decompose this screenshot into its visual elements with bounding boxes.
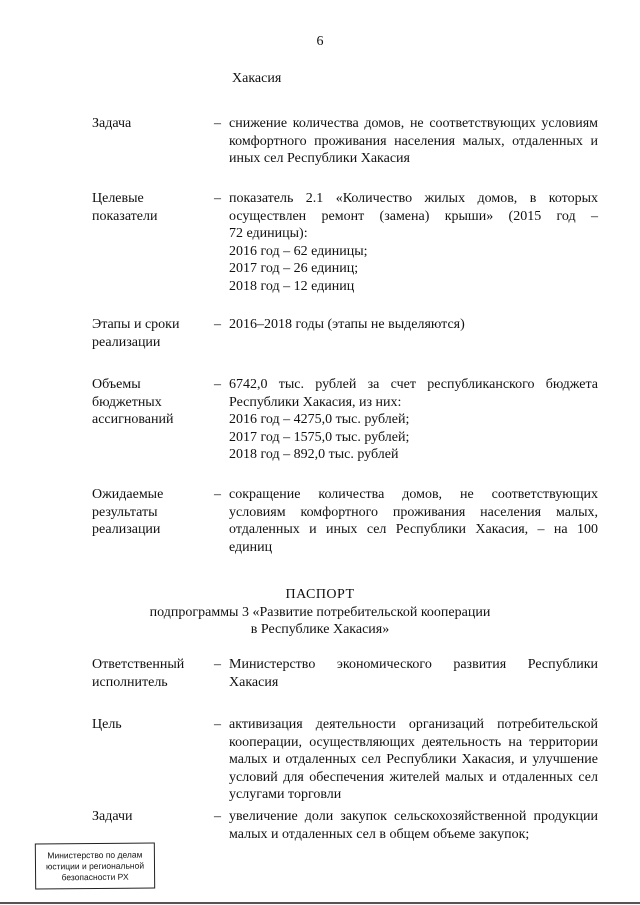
row-value-line: условиям комфортного проживания населения малых, — [229, 504, 598, 520]
stamp-line: безопасности РХ — [61, 871, 129, 883]
registration-stamp — [35, 842, 155, 889]
row-label-line: реализации — [92, 334, 161, 350]
row-label-line: ассигнований — [92, 412, 174, 427]
row-value-line: 2017 год – 1575,0 тыс. рублей; — [229, 429, 410, 445]
row-label-line: бюджетных — [92, 394, 162, 410]
dash-separator: – — [214, 809, 221, 824]
row-label-line: Ожидаемые — [92, 487, 164, 502]
row-value — [229, 190, 598, 295]
row-label-line: Задача — [92, 116, 132, 131]
dash-separator: – — [214, 657, 221, 672]
row-value-line: 6742,0 тыс. рублей за счет республиканского бюджета — [229, 377, 598, 392]
dash-separator: – — [214, 377, 221, 392]
passport-title: ПАСПОРТ — [285, 587, 355, 602]
row-value-line: 2018 год – 12 единиц — [229, 278, 355, 294]
row-value — [229, 808, 598, 843]
passport-subtitle-line2: в Республике Хакасия» — [250, 622, 390, 637]
row-value-line: Хакасия — [229, 674, 279, 690]
row-label-line: исполнитель — [92, 674, 168, 690]
row-label — [92, 486, 212, 539]
row-value — [229, 376, 598, 464]
row-value — [229, 716, 598, 804]
row-value-line: 2016 год – 62 единицы; — [229, 243, 368, 259]
page-number: 6 — [316, 34, 324, 49]
row-label-line: Цель — [92, 717, 122, 732]
row-value-line: Республики Хакасия, из них: — [229, 394, 402, 410]
row-value-line: кооперации, осуществляющих деятельность на территории — [229, 734, 598, 750]
row-value-line: услугами торговли — [229, 787, 342, 802]
row-value — [229, 486, 598, 556]
row-value-line: активизация деятельности организаций потребительской — [229, 717, 598, 732]
dash-separator: – — [214, 717, 221, 732]
row-label-line: Ответственный — [92, 657, 185, 672]
row-label — [92, 316, 212, 351]
row-value-line: отдаленных и иных сел Республики Хакасия, – на 100 — [229, 522, 598, 537]
row-value-line: 72 единицы): — [229, 226, 308, 241]
row-label — [92, 115, 212, 133]
dash-separator: – — [214, 487, 221, 502]
row-value-line: 2018 год – 892,0 тыс. рублей — [229, 447, 399, 462]
row-label-line: показатели — [92, 208, 158, 224]
row-label — [92, 808, 212, 826]
row-value-line: осуществлен ремонт (замена) крыши» (2015 год – — [229, 208, 598, 224]
stamp-line: Министерство по делам — [47, 849, 143, 861]
row-value-line: показатель 2.1 «Количество жилых домов, в которых — [229, 191, 598, 206]
passport-heading — [0, 586, 640, 639]
row-value-line: 2017 год – 26 единиц; — [229, 261, 359, 276]
row-value — [229, 115, 598, 168]
dash-separator: – — [214, 191, 221, 206]
dash-separator: – — [214, 317, 221, 332]
row-value-line: увеличение доли закупок сельскохозяйственной продукции — [229, 809, 598, 824]
row-value — [229, 316, 598, 334]
row-label-line: Целевые — [92, 191, 144, 206]
row-label-line: Задачи — [92, 809, 133, 824]
row-value-line: малых и отдаленных сел Республики Хакасия, и улучшение — [229, 752, 598, 767]
row-label — [92, 190, 212, 225]
row-value — [229, 656, 598, 691]
row-value-line: Министерство экономического развития Республики — [229, 657, 598, 672]
row-label — [92, 376, 212, 429]
row-value-line: 2016 год – 4275,0 тыс. рублей; — [229, 412, 410, 427]
page-edge — [0, 902, 640, 904]
continuation-line: Хакасия — [232, 71, 282, 86]
dash-separator: – — [214, 116, 221, 131]
row-label — [92, 716, 212, 734]
row-value-line: малых и отдаленных сел в общем объеме закупок; — [229, 826, 530, 842]
row-label-line: реализации — [92, 522, 161, 537]
row-value-line: условий для обеспечения жителей малых и отдаленных сел — [229, 769, 598, 785]
row-value-line: комфортного проживания населения малых, отдаленных и — [229, 133, 598, 149]
row-label-line: Объемы — [92, 377, 141, 392]
row-label-line: Этапы и сроки — [92, 317, 180, 332]
stamp-line: юстиции и региональной — [45, 860, 145, 872]
row-value-line: снижение количества домов, не соответствующих условиям — [229, 116, 598, 131]
passport-subtitle-line1: подпрограммы 3 «Развитие потребительской кооперации — [149, 604, 491, 620]
row-label — [92, 656, 212, 691]
row-value-line: единиц — [229, 539, 273, 555]
row-value-line: иных сел Республики Хакасия — [229, 151, 410, 166]
row-value-line: сокращение количества домов, не соответствующих — [229, 487, 598, 502]
row-label-line: результаты — [92, 504, 158, 520]
row-value-line: 2016–2018 годы (этапы не выделяются) — [229, 317, 465, 332]
